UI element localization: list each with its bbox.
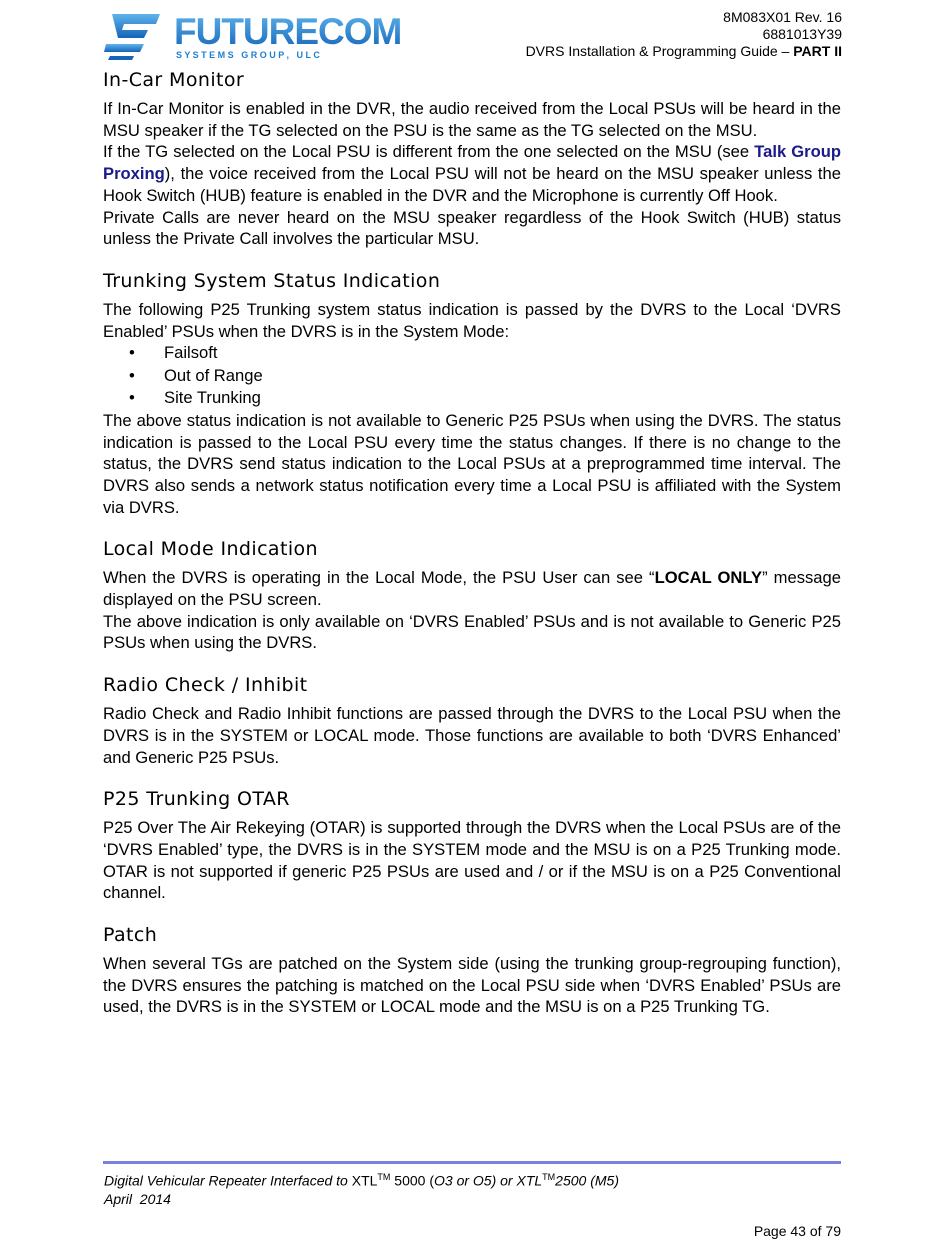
list-item [103,365,841,388]
section-title: Trunking System Status Indication [103,269,441,292]
bullet-icon: • [129,343,135,363]
list-item-text: Out of Range [164,365,263,385]
footer-text: Digital Vehicular Repeater Interfaced to [104,1172,352,1189]
footer-text: 2500 (M5) [555,1172,619,1189]
paragraph: Private Calls are never heard on the MSU speaker regardless of the Hook Switch (HUB) status unless the Private Call involves the particular MSU. [103,207,841,249]
page-number: Page 43 of 79 [753,1223,841,1239]
paragraph: Radio Check and Radio Inhibit functions are passed through the DVRS to the Local PSU when the DVRS is in the SYSTEM or LOCAL mode. Those functions are available to both ‘DVRS Enhanced’ and Generic P25 PSUs. [103,704,841,767]
status-list [103,342,841,410]
list-item-text: Site Trunking [164,388,261,408]
part-number: 6881013Y39 [762,26,842,42]
footer-title [104,1168,619,1190]
list-item [103,387,841,410]
section-title: In-Car Monitor [103,69,245,91]
section-trunking-status [103,269,841,518]
section-local-mode [103,537,841,654]
footer-divider [103,1161,841,1164]
paragraph: The above indication is only available on ‘DVRS Enabled’ PSUs and is not available to Generic P25 PSUs when using the DVRS. [103,611,841,653]
page-content [103,68,841,1037]
bullet-icon: • [129,388,135,408]
section-title: Local Mode Indication [103,538,318,561]
doc-number: 8M083X01 Rev. 16 [723,9,842,25]
paragraph: If In-Car Monitor is enabled in the DVR, the audio received from the Local PSUs will be heard in the MSU speaker if the TG selected on the PSU is the same as the TG selected on the MSU. [103,99,841,140]
guide-part: PART II [793,43,842,59]
list-item-text: Failsoft [164,343,218,363]
logo-wordmark: FUTURECOM [174,11,402,52]
paragraph [103,567,841,610]
footer-text: O3 or O5) or XTL [434,1172,543,1189]
logo-subtitle: S Y S T E M S G R O U P , U L C [176,50,320,60]
page-footer [104,1168,619,1208]
paragraph [103,141,841,206]
trademark-mark: TM [377,1172,391,1182]
section-title: Radio Check / Inhibit [103,674,308,697]
trademark-mark: TM [542,1172,556,1182]
futurecom-logo-mark [104,10,414,62]
text: When the DVRS is operating in the Local Mode, the PSU User can see “ [103,568,655,588]
futurecom-logo [104,10,414,62]
paragraph: The following P25 Trunking system status indication is passed by the DVRS to the Local ‘DVRS Enabled’ PSUs when the DVRS is in the System Mode: [103,299,841,341]
bullet-icon: • [129,365,135,385]
section-radio-check [103,673,841,768]
paragraph: P25 Over The Air Rekeying (OTAR) is supported through the DVRS when the Local PSUs are of the ‘DVRS Enabled’ type, the DVRS is in the SYSTEM mode and the MSU is on a P25 Trunking mode. OTAR is not supported if generic P25 PSUs are used and / or if the MSU is on a P25 Conventional channel. [103,818,841,903]
text: ), the voice received from the Local PSU will not be heard on the MSU speaker unless the Hook Switch (HUB) feature is enabled in the DVR and the Microphone is currently Off Hook. [103,164,841,205]
list-item [103,342,841,365]
talk-group-proxing-link[interactable]: Talk Group Proxing [103,142,842,184]
paragraph: The above status indication is not available to Generic P25 PSUs when using the DVRS. The status indication is passed to the Local PSU every time the status changes. If there is no change to the status, the DVRS send status indication to the Local PSUs at a preprogrammed time interval. The DVRS also sends a network status notification every time a Local PSU is affiliated with the System via DVRS. [103,410,841,517]
paragraph: When several TGs are patched on the System side (using the trunking group-regrouping function), the DVRS ensures the patching is matched on the Local PSU side when ‘DVRS Enabled’ PSUs are used, the DVRS is in the SYSTEM or LOCAL mode and the MSU is on a P25 Trunking TG. [103,954,841,1017]
text: If the TG selected on the Local PSU is different from the one selected on the MSU (see [103,142,755,162]
document-header [526,9,842,60]
guide-title-text: DVRS Installation & Programming Guide – [525,43,794,59]
footer-date: April 2014 [104,1190,171,1207]
guide-title [526,43,842,60]
section-otar [103,787,841,904]
section-title: Patch [103,924,158,947]
section-title: P25 Trunking OTAR [103,788,290,811]
footer-text: XTL [351,1172,378,1189]
section-patch [103,923,841,1018]
section-incar-monitor [103,68,841,250]
text: ” message displayed on the PSU screen. [103,568,841,610]
local-only-text: LOCAL ONLY [654,568,763,588]
footer-text: 5000 ( [390,1172,435,1189]
